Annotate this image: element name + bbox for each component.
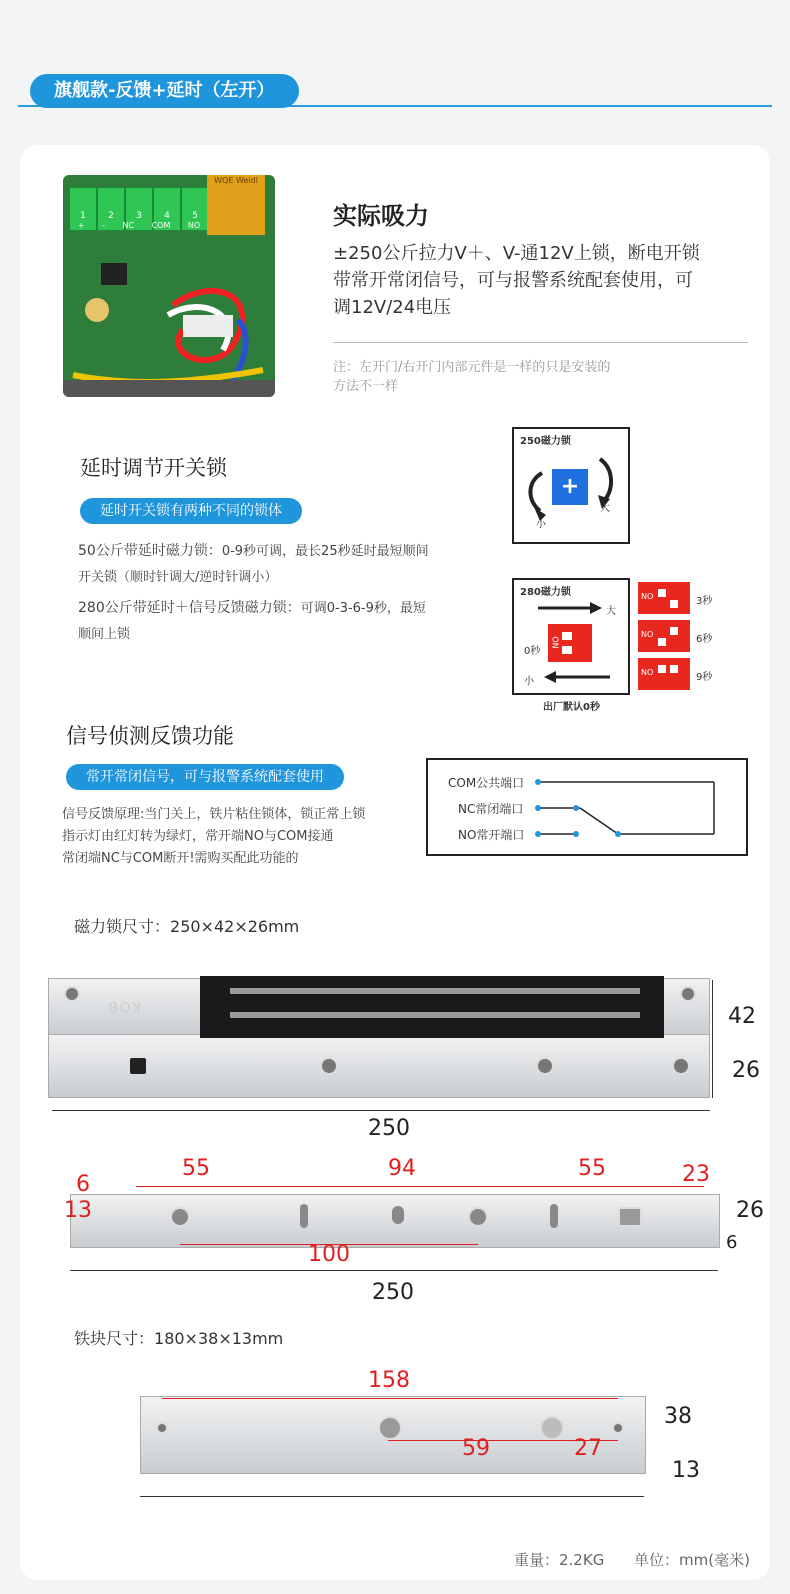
signal-wiring bbox=[428, 760, 746, 854]
label-6s: 6秒 bbox=[696, 634, 713, 645]
terminal-num: 2 bbox=[108, 211, 114, 221]
dim-100: 100 bbox=[308, 1242, 350, 1267]
plate-size-label bbox=[74, 1326, 283, 1349]
diagram-280-title: 280磁力锁 bbox=[520, 587, 571, 598]
dip-9s bbox=[638, 658, 690, 690]
dim-55-left: 55 bbox=[182, 1156, 210, 1181]
plate-pin-hole bbox=[540, 1416, 564, 1440]
potentiometer-icon: + bbox=[552, 469, 588, 505]
signal-title: 信号侦测反馈功能 bbox=[66, 724, 234, 748]
factory-default-label: 出厂默认0秒 bbox=[543, 702, 600, 713]
port-com: COM公共端口 bbox=[448, 776, 525, 790]
intro-line: 带常开常闭信号，可与报警系统配套使用，可 bbox=[333, 270, 693, 291]
page-title: 旗舰款-反馈+延时（左开） bbox=[30, 74, 299, 108]
pcb-photo bbox=[63, 175, 275, 397]
delay-pill: 延时开关锁有两种不同的锁体 bbox=[80, 498, 302, 524]
terminal-num: 5 bbox=[192, 211, 198, 221]
dip-switch bbox=[548, 624, 592, 662]
label-3s: 3秒 bbox=[696, 596, 713, 607]
dip-3s bbox=[638, 582, 690, 614]
note-line: 方法不一样 bbox=[333, 379, 399, 394]
relay-label: WQE Weidi bbox=[214, 176, 258, 185]
intro-note bbox=[333, 358, 610, 396]
terminal-sign: - bbox=[102, 221, 105, 230]
dim-250-bottom: 250 bbox=[372, 1280, 414, 1305]
terminal-signs bbox=[69, 221, 209, 230]
plate-center-hole bbox=[378, 1416, 402, 1440]
plate-hole bbox=[612, 1422, 624, 1434]
dim-42: 42 bbox=[728, 1004, 756, 1029]
dim-line bbox=[70, 1270, 718, 1271]
slot-hole bbox=[550, 1204, 558, 1228]
plate-size-value: 180×38×13mm bbox=[154, 1329, 284, 1348]
mount-hole bbox=[170, 1207, 190, 1227]
dim-94: 94 bbox=[388, 1156, 416, 1181]
lock-front-face bbox=[48, 1034, 710, 1098]
lock-size-key: 磁力锁尺寸： bbox=[74, 917, 171, 936]
delay-label-50: 50公斤带延时磁力锁： bbox=[78, 543, 222, 559]
screw-hole bbox=[680, 986, 696, 1002]
label-big: 大 bbox=[606, 606, 616, 617]
dim-27: 27 bbox=[574, 1436, 602, 1461]
signal-line: 信号反馈原理:当门关上，铁片粘住锁体，锁正常上锁 bbox=[62, 807, 366, 822]
dim-line bbox=[136, 1186, 704, 1187]
dim-line bbox=[712, 980, 713, 1098]
diagram-250 bbox=[512, 427, 630, 544]
intro-description bbox=[333, 240, 753, 321]
slot-hole bbox=[300, 1204, 308, 1228]
led-indicator bbox=[130, 1058, 146, 1074]
dim-55-right: 55 bbox=[578, 1156, 606, 1181]
label-big: 大 bbox=[600, 503, 610, 514]
weight-label: 重量：2.2KG bbox=[514, 1551, 605, 1569]
lock-magnet-face bbox=[200, 976, 664, 1038]
mount-hole bbox=[468, 1207, 488, 1227]
dim-250: 250 bbox=[368, 1116, 410, 1141]
delay-cont-50: 开关锁（顺时针调大/逆时针调小） bbox=[78, 570, 278, 585]
dip-no-label: NO bbox=[641, 592, 654, 601]
note-line: 注：左开门/右开门内部元件是一样的只是安装的 bbox=[333, 360, 611, 375]
delay-text-50: 0-9秒可调，最长25秒延时最短顺间 bbox=[221, 544, 429, 559]
port-nc: NC常闭端口 bbox=[458, 802, 524, 816]
pcb-wiring bbox=[63, 235, 275, 397]
terminal-sign: NO bbox=[187, 221, 201, 230]
screw-hole bbox=[320, 1057, 338, 1075]
dip-6s bbox=[638, 620, 690, 652]
dim-line bbox=[52, 1110, 710, 1111]
mount-hole bbox=[618, 1207, 642, 1227]
label-small: 小 bbox=[536, 519, 546, 530]
signal-line: 常闭端NC与COM断开!需购买配此功能的 bbox=[62, 851, 299, 866]
dim-26: 26 bbox=[732, 1058, 760, 1083]
intro-line: ±250公斤拉力V＋、V-通12V上锁，断电开锁 bbox=[333, 243, 700, 264]
intro-line: 调12V/24电压 bbox=[333, 297, 452, 318]
dip-no-label: NO bbox=[641, 668, 654, 677]
dim-26-bottom: 26 bbox=[736, 1198, 764, 1223]
keyhole bbox=[392, 1206, 404, 1224]
terminal-num: 3 bbox=[136, 211, 142, 221]
port-no: NO常开端口 bbox=[458, 828, 525, 842]
signal-pill: 常开常闭信号，可与报警系统配套使用 bbox=[66, 764, 344, 790]
intro-divider bbox=[333, 342, 748, 343]
dim-38: 38 bbox=[664, 1404, 692, 1429]
dim-158: 158 bbox=[368, 1368, 410, 1393]
signal-line: 指示灯由红灯转为绿灯，常开端NO与COM接通 bbox=[62, 829, 334, 844]
delay-description bbox=[78, 538, 478, 648]
terminal-sign: COM bbox=[151, 221, 171, 230]
plate-hole bbox=[156, 1422, 168, 1434]
terminal-labels bbox=[69, 211, 209, 221]
dim-59: 59 bbox=[462, 1436, 490, 1461]
screw-hole bbox=[672, 1057, 690, 1075]
terminal-sign: NC bbox=[122, 221, 135, 230]
intro-title: 实际吸力 bbox=[333, 202, 429, 230]
delay-label-280: 280公斤带延时＋信号反馈磁力锁： bbox=[78, 600, 301, 616]
dim-6-top: 6 bbox=[76, 1172, 90, 1197]
diagram-280 bbox=[512, 578, 630, 695]
diagram-250-title: 250磁力锁 bbox=[520, 436, 571, 447]
label-9s: 9秒 bbox=[696, 672, 713, 683]
lock-size-value: 250×42×26mm bbox=[170, 917, 300, 936]
label-small: 小 bbox=[524, 676, 534, 687]
lock-size-label bbox=[74, 914, 299, 937]
dim-13-plate: 13 bbox=[672, 1458, 700, 1483]
dip-no-label: NO bbox=[551, 636, 561, 649]
label-zero-seconds: 0秒 bbox=[524, 646, 541, 657]
dim-6-bottom: 6 bbox=[726, 1232, 738, 1253]
dim-13: 13 bbox=[64, 1198, 92, 1223]
terminal-num: 1 bbox=[80, 211, 86, 221]
delay-text-280: 可调0-3-6-9秒，最短 bbox=[300, 601, 426, 616]
terminal-num: 4 bbox=[164, 211, 170, 221]
unit-label: 单位：mm(毫米) bbox=[634, 1551, 750, 1569]
relay bbox=[207, 175, 265, 235]
signal-description bbox=[62, 804, 422, 870]
screw-hole bbox=[536, 1057, 554, 1075]
plate-size-key: 铁块尺寸： bbox=[74, 1329, 155, 1348]
rotate-arrows-icon bbox=[514, 429, 628, 542]
dim-line bbox=[162, 1398, 618, 1399]
dim-23: 23 bbox=[682, 1162, 710, 1187]
delay-cont-280: 顺间上锁 bbox=[78, 627, 131, 642]
dim-line bbox=[140, 1496, 644, 1497]
terminal-sign: + bbox=[77, 221, 85, 230]
dip-no-label: NO bbox=[641, 630, 654, 639]
screw-hole bbox=[64, 986, 80, 1002]
brand-logo: KOB bbox=[106, 998, 142, 1014]
signal-diagram bbox=[426, 758, 748, 856]
delay-title: 延时调节开关锁 bbox=[80, 456, 227, 480]
